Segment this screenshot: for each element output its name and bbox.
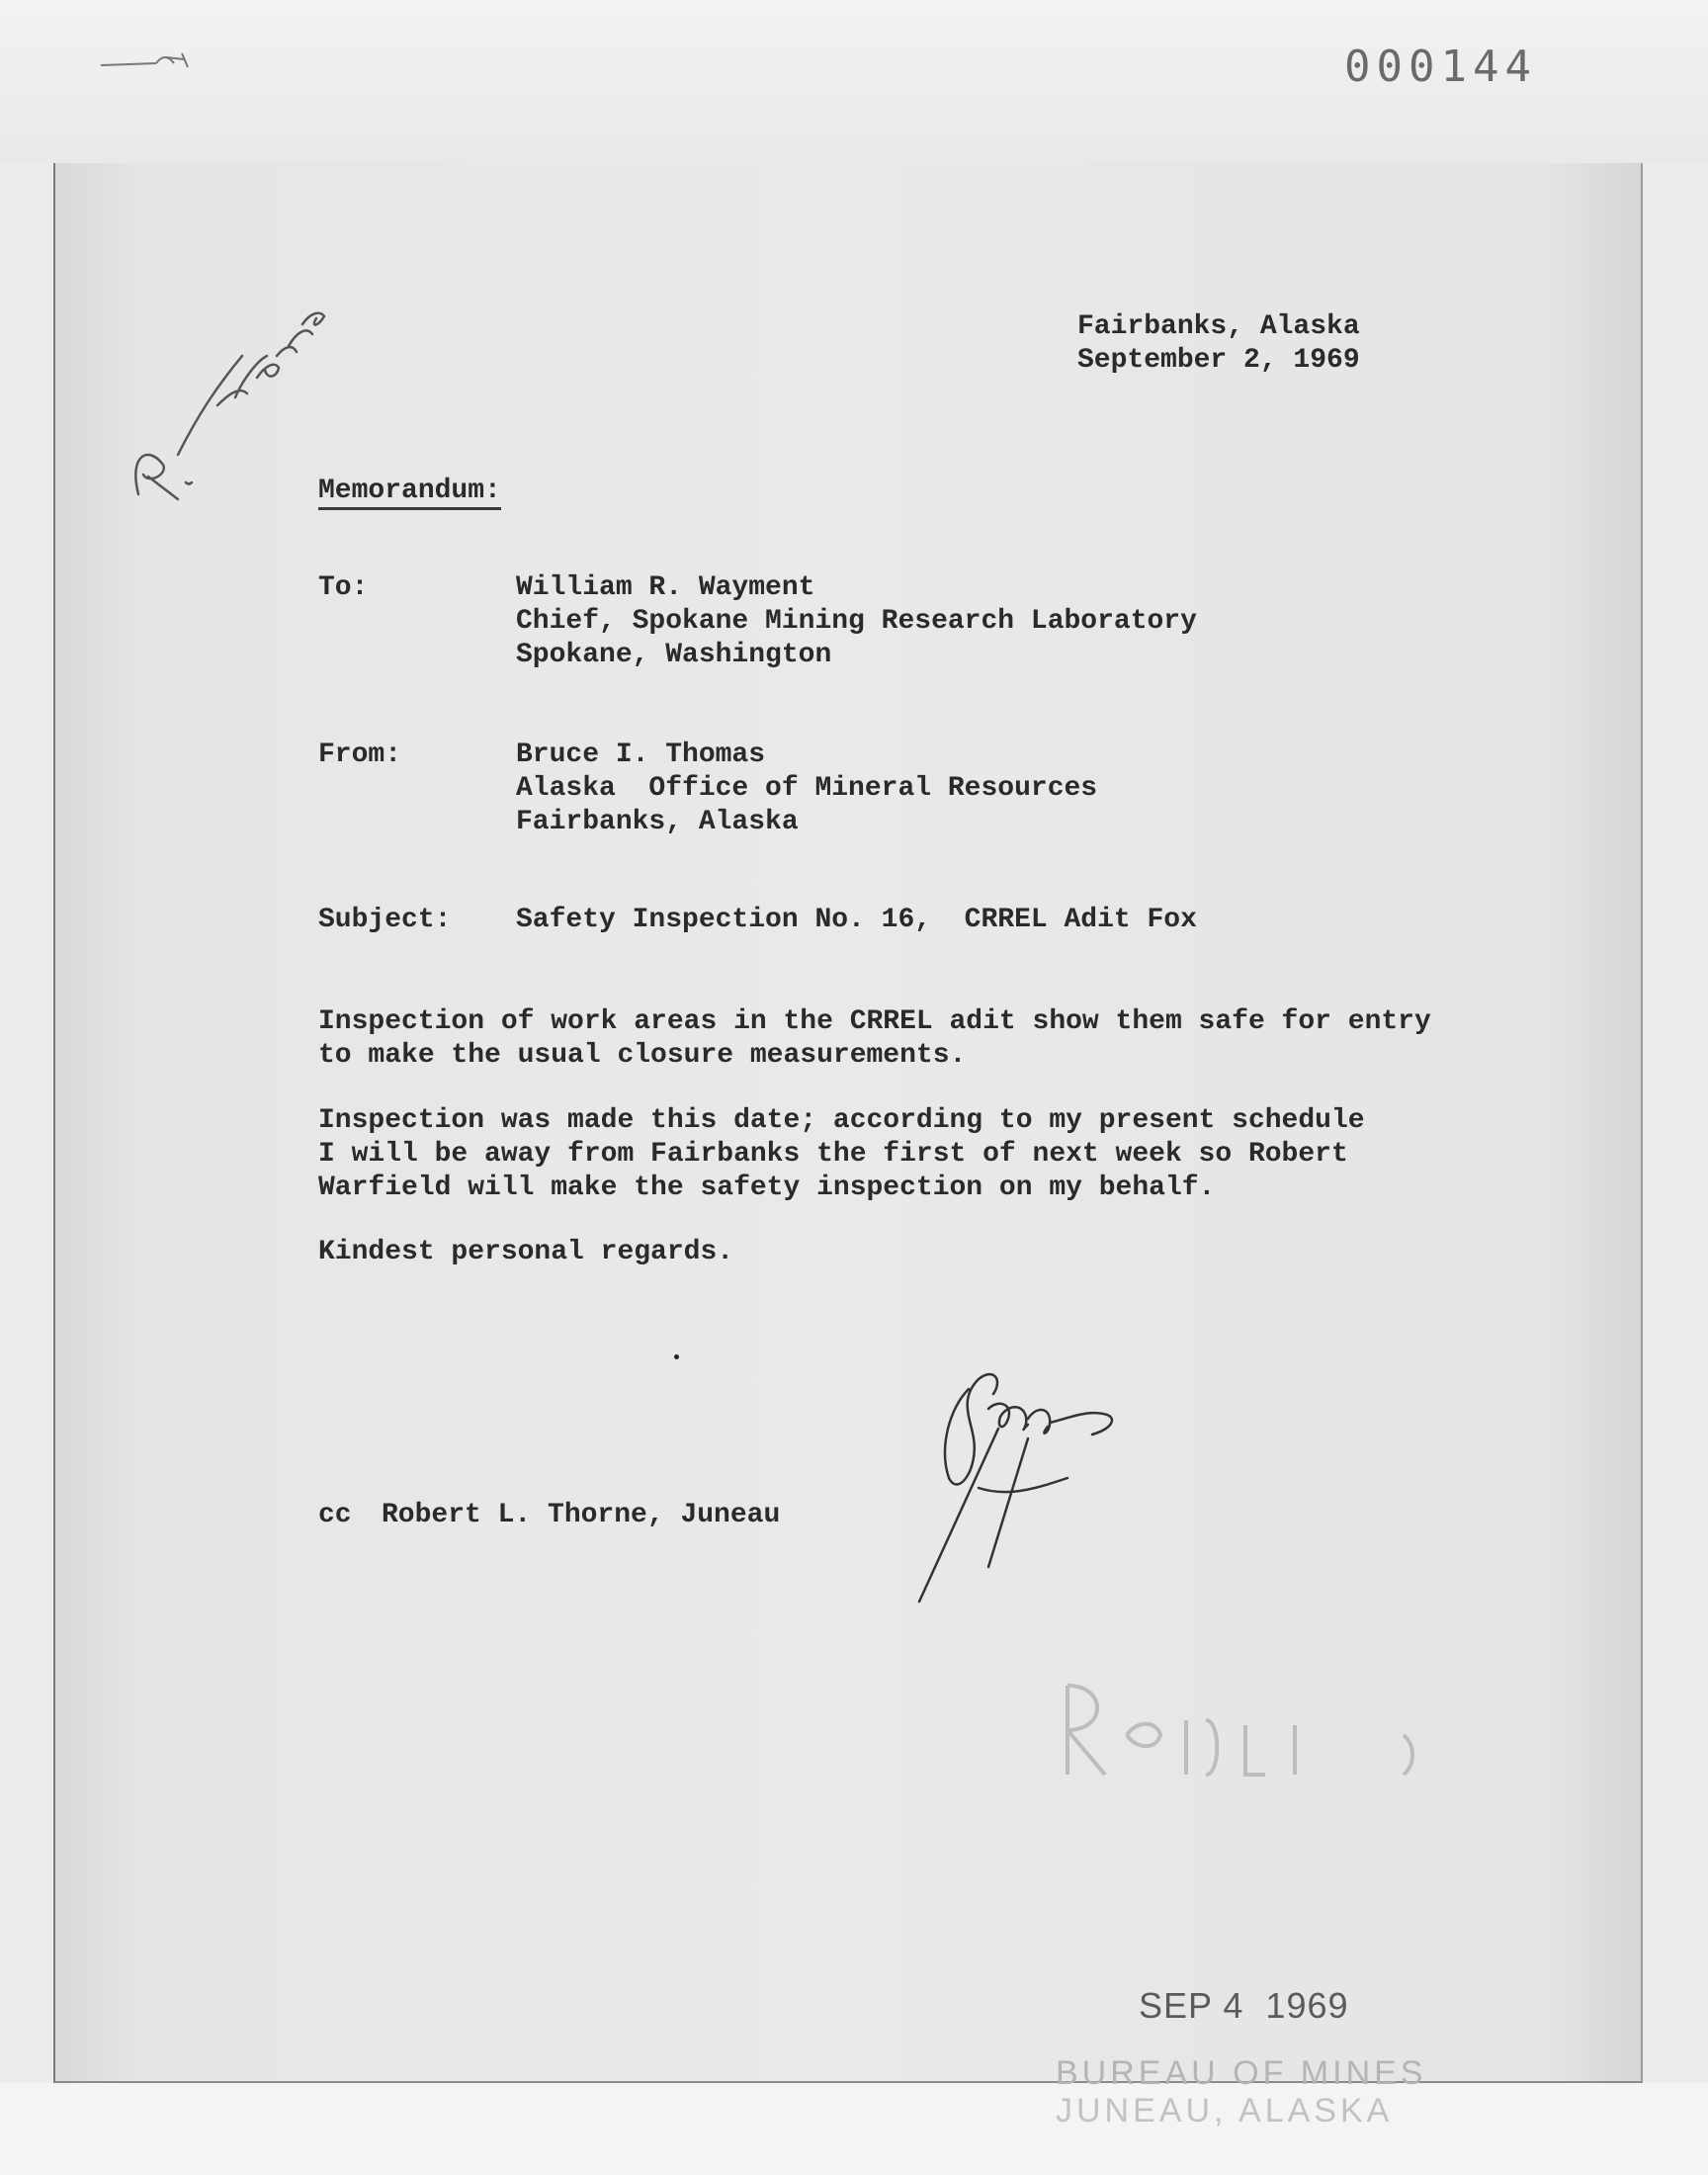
subject-text: Safety Inspection No. 16, CRREL Adit Fox <box>516 905 1197 935</box>
from-line-office: Alaska Office of Mineral Resources <box>516 773 1098 804</box>
body-paragraph-2-line-1: Inspection was made this date; according to my present schedule <box>318 1105 1365 1136</box>
dateline-place: Fairbanks, Alaska <box>1077 311 1360 342</box>
from-label: From: <box>318 740 402 770</box>
margin-tick-mark <box>97 47 206 77</box>
to-line-name: William R. Wayment <box>516 572 815 603</box>
from-line-name: Bruce I. Thomas <box>516 740 766 770</box>
document-number: 000144 <box>1344 42 1537 92</box>
dateline-date: September 2, 1969 <box>1077 345 1360 376</box>
signature <box>880 1349 1176 1616</box>
subject-label: Subject: <box>318 905 452 935</box>
to-line-title: Chief, Spokane Mining Research Laboratory <box>516 606 1197 637</box>
to-line-location: Spokane, Washington <box>516 640 832 670</box>
stamp-agency-line: BUREAU OF MINES <box>1056 2054 1427 2092</box>
memo-heading <box>318 475 501 508</box>
stray-dot <box>674 1354 679 1359</box>
cc-recipient: Robert L. Thorne, Juneau <box>382 1500 781 1530</box>
from-line-location: Fairbanks, Alaska <box>516 807 799 837</box>
closing-line: Kindest personal regards. <box>318 1237 734 1267</box>
stamp-location-line: JUNEAU, ALASKA <box>1056 2092 1394 2130</box>
received-stamp-date <box>1139 1985 1371 2027</box>
memo-heading-text: Memorandum: <box>318 476 501 510</box>
cc-label: cc <box>318 1500 352 1530</box>
body-paragraph-1-line-1: Inspection of work areas in the CRREL adit show them safe for entry <box>318 1006 1431 1037</box>
received-stamp-mark <box>1048 1676 1443 1794</box>
to-label: To: <box>318 572 369 603</box>
body-paragraph-2-line-2: I will be away from Fairbanks the first of next week so Robert <box>318 1139 1348 1170</box>
body-paragraph-2-line-3: Warfield will make the safety inspection on my behalf. <box>318 1173 1216 1203</box>
stamp-date-year: 1969 <box>1265 1985 1349 2026</box>
stamp-date-month-day: SEP 4 <box>1139 1985 1244 2026</box>
scan-bottom-margin <box>0 2083 1708 2175</box>
handwritten-annotation <box>109 158 326 514</box>
body-paragraph-1-line-2: to make the usual closure measurements. <box>318 1040 967 1071</box>
